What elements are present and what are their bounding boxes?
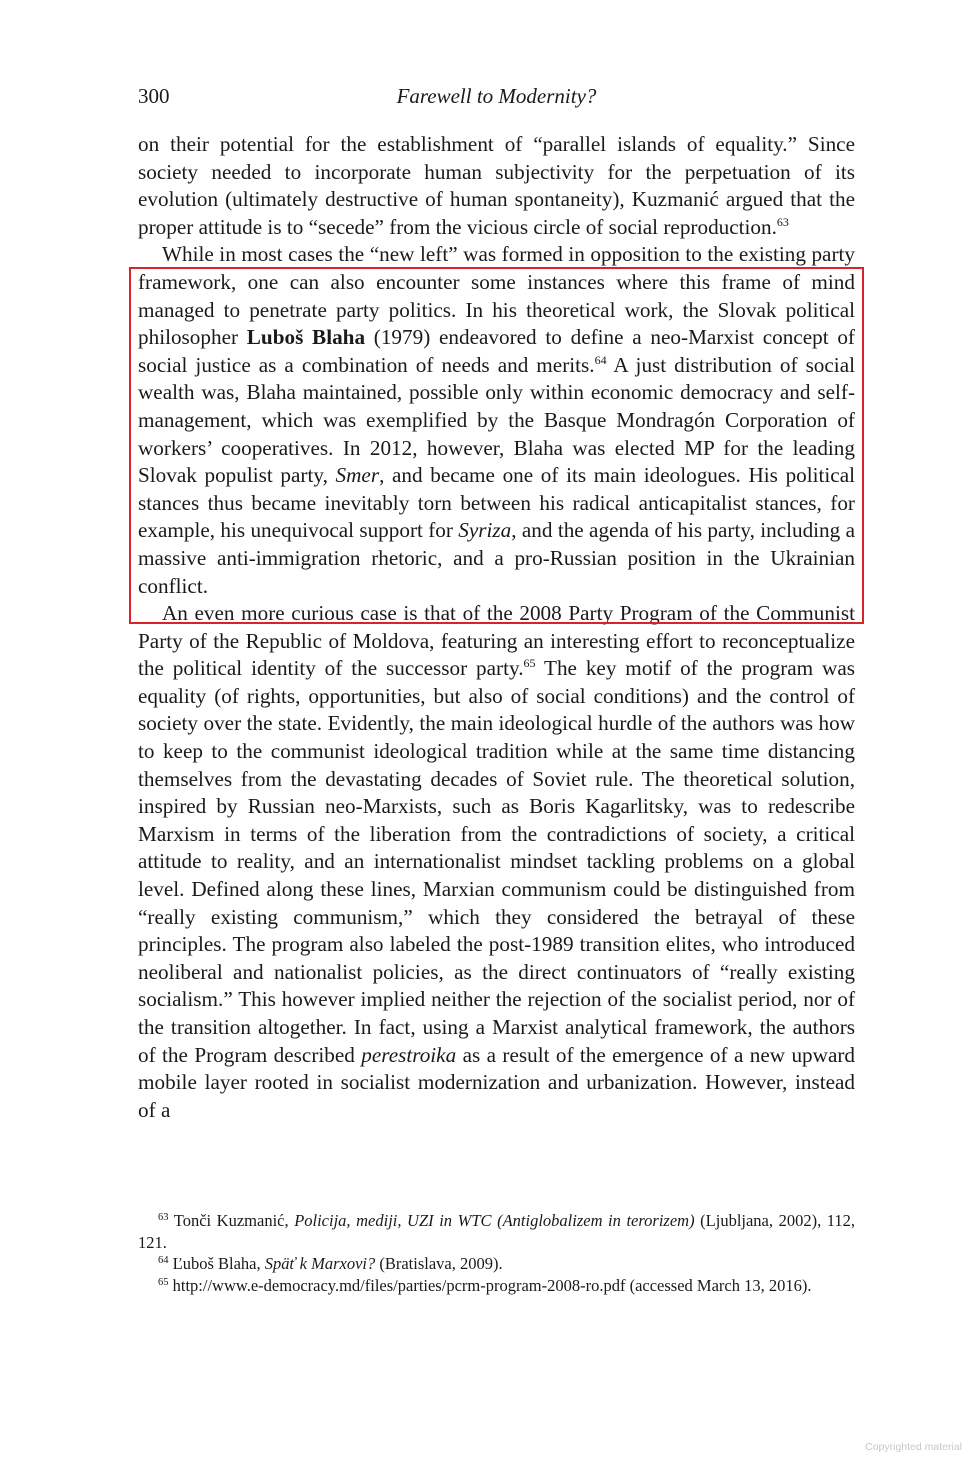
- party-name-smer: Smer: [335, 463, 380, 488]
- footnote-64-rest: (Bratislava, 2009).: [375, 1254, 503, 1273]
- footnote-63-author: Tonči Kuzmanić,: [173, 1211, 295, 1230]
- paragraph-2-seg1: While in most cases the “new left” was formed in opposition to the existing party framework, one can also encounter some instances where this frame of mind managed to penetrate party politics. In his theoretical work, the Slovak political philosopher: [138, 242, 855, 350]
- paragraph-3: [138, 600, 855, 1124]
- footnote-64: [138, 1253, 855, 1275]
- footnote-63-rest: (Ljubljana, 2002), 112, 121.: [138, 1211, 856, 1252]
- term-perestroika: perestroika: [361, 1042, 457, 1067]
- footnote-ref-64[interactable]: 64: [594, 352, 607, 367]
- paragraph-2-highlighted: [138, 241, 855, 600]
- footnote-65: [138, 1275, 855, 1297]
- paragraph-3-seg2: The key motif of the program was equality (of rights, opportunities, but also of social conditions) and the control of society over the state. Evidently, the main ideological hurdle of the authors was how to keep to the communist ideological tradition while at the same time distancing themselves from the devastating decades of Soviet rule. The theoretical solution, inspired by Russian neo-Marxists, such as Boris Kagarlitsky, was to redescribe Marxism in terms of the liberation from the contradictions of society, a critical attitude to reality, and an internationalist mindset tackling problems on a global level. Defined along these lines, Marxian communism could be distinguished from “really existing communism,” which they considered the betrayal of these principles. The program also labeled the post-1989 transition elites, who introduced neoliberal and nationalist policies, as the direct continuators of “really existing socialism.” This however implied neither the rejection of the socialist period, nor of the transition altogether. In fact, using a Marxist analytical framework, the authors of the Program described: [138, 656, 855, 1067]
- person-name-blaha: Luboš Blaha: [246, 325, 366, 350]
- footnote-ref-65[interactable]: 65: [523, 656, 536, 671]
- footnote-63: [138, 1210, 855, 1253]
- party-name-syriza: Syriza: [458, 518, 512, 543]
- footnote-65-link[interactable]: http://www.e-democracy.md/files/parties/pcrm-program-2008-ro.pdf (accessed March 13, 2016).: [172, 1275, 812, 1295]
- page-number: 300: [138, 84, 170, 108]
- page-header: [138, 84, 855, 114]
- paragraph-1-text: on their potential for the establishment of “parallel islands of equality.” Since society needed to incorporate human subjectivity for the perpetuation of its evolution (ultimately destructive of human spontaneity), Kuzmanić argued that the proper attitude is to “secede” from the vicious circle of social reproduction.: [138, 132, 855, 239]
- paragraph-2-seg3: A just distribution of social wealth was, Blaha maintained, possible only within economic democracy and self-management, which was exemplified by the Basque Mondragón Corporation of workers’ cooperatives. In 2012, however, Blaha was elected MP for the leading Slovak populist party,: [138, 352, 855, 488]
- paragraph-2-seg4: , and became one of its main ideologues. His political stances thus became inevitably torn between his radical anticapitalist stances, for example, his unequivocal support for: [138, 463, 855, 543]
- footnote-63-title: Policija, mediji, UZI in WTC (Antiglobalizem in terorizem): [294, 1211, 695, 1230]
- footnotes: [138, 1210, 855, 1296]
- body-text: [138, 131, 855, 1124]
- footnote-64-author: Ľuboš Blaha,: [172, 1254, 265, 1273]
- footnote-number-65: 65: [158, 1276, 169, 1288]
- footnote-ref-63[interactable]: 63: [776, 214, 789, 229]
- paragraph-3-seg3: as a result of the emergence of a new upward mobile layer rooted in socialist modernization and urbanization. However, instead of a: [138, 1042, 855, 1122]
- footnote-number-63: 63: [158, 1212, 169, 1223]
- paragraph-3-seg1: An even more curious case is that of the 2008 Party Program of the Communist Party of the Republic of Moldova, featuring an interesting effort to reconceptualize the political identity of the successor party.: [138, 601, 855, 681]
- footnote-number-64: 64: [158, 1255, 169, 1266]
- running-title: Farewell to Modernity?: [396, 84, 597, 108]
- paragraph-1: [138, 131, 855, 241]
- copyright-watermark: Copyrighted material: [865, 1441, 962, 1453]
- paragraph-2-seg5: , and the agenda of his party, including a massive anti-immigration rhetoric, and a pro-Russian position in the Ukrainian conflict.: [138, 518, 855, 598]
- footnote-64-title: Späť k Marxovi?: [264, 1254, 376, 1273]
- paragraph-2-seg2: (1979) endeavored to define a neo-Marxist concept of social justice as a combination of needs and merits.: [138, 325, 855, 377]
